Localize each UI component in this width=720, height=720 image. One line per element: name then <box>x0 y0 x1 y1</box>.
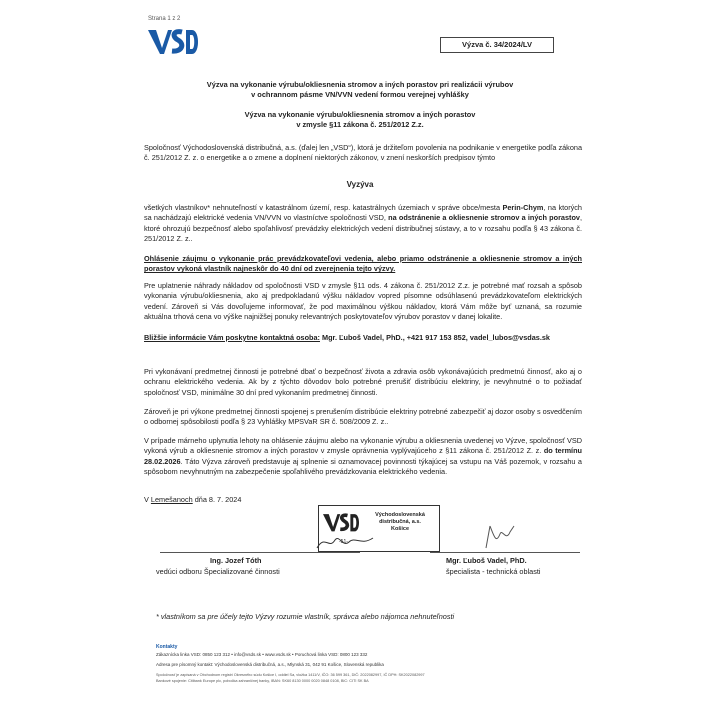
document-page <box>100 0 620 720</box>
intro-paragraph: Spoločnosť Východoslovenská distribučná, a.s. (ďalej len „VSD“), ktorá je držiteľom povolenia na podnikanie v energetike podľa zákona č. 251/2012 Z. z. o energetike a o zmene a doplnení niektorých zákonov, v znení neskorších predpisov týmto <box>144 143 582 163</box>
signatory-2-name: Mgr. Ľuboš Vadel, PhD. <box>446 556 527 565</box>
signatory-2-role: špecialista - technická oblasti <box>446 567 541 576</box>
document-title <box>120 80 600 100</box>
title-line-1: Výzva na vykonanie výrubu/okliesnenia stromov a iných porastov pri realizácii výrubov <box>206 80 514 89</box>
document-subtitle <box>120 110 600 130</box>
compensation-paragraph: Pre uplatnenie náhrady nákladov od spoločnosti VSD v zmysle §11 ods. 4 zákona č. 251/2012 Z.z. je potrebné mať rozsah a spôsob vykonania výrubu/okliesnenia, ako aj predpokladanú výšku nákladov vopred písomne odsúhlasenú prevádzkovateľom elektrických vedení. Zároveň si Vás dovoľujeme informovať, že pod maximálnou výškou nákladov, ktorá Vám môže byť uznaná, sa rozumie aktuálna trhová cena vo výške najnižšej ponuky relevantných poskytovateľov výrubov porastov v danej lokalite. <box>144 281 582 322</box>
contact-label: Bližšie informácie Vám poskytne kontaktná osoba: <box>144 333 320 342</box>
owners-text-bold: na odstránenie a okliesnenie stromov a iných porastov <box>388 213 580 223</box>
stamp-line-1: Východoslovenská <box>375 512 425 518</box>
title-line-3: Výzva na vykonanie výrubu/okliesnenia stromov a iných porastov <box>244 110 476 119</box>
dateline-suffix: dňa 8. 7. 2024 <box>192 495 242 504</box>
stamp-text <box>365 512 435 533</box>
signature-line-2 <box>430 552 580 553</box>
vyzva-heading: Vyzýva <box>346 180 374 189</box>
lapse-text-a: V prípade márneho uplynutia lehoty na ohlásenie záujmu alebo na vykonanie výrubu a okliesnenia uvedenej vo Výzve, spoločnosť VSD vykoná výrub a okliesnenie stromov a iných porastov v zmysle oprávnenia vyplývajúceho z §11 zákona č. 251/2012 Z. z. <box>144 436 582 456</box>
dateline-place: Lemešanoch <box>150 495 193 504</box>
footer-heading: Kontakty <box>156 644 178 650</box>
signature-line-1 <box>160 552 360 553</box>
dateline-prefix: V <box>144 495 151 504</box>
safety-paragraph: Pri vykonávaní predmetnej činnosti je potrebné dbať o bezpečnosť života a zdravia osôb vykonávajúcich predmetnú činnosť, ako aj o ochranu elektrického vedenia. Ak by z týchto dôvodov bolo potrebné prerušiť distribúciu elektriny, je nevyhnutné o to požiadať spoločnosť VSD, minimálne 30 dní pred vykonaním predmetnej činnosti. <box>144 367 582 397</box>
owners-paragraph <box>144 203 582 245</box>
owners-text-b: , na ktorých sa nachádzajú elektrické vedenia VN/VVN vo vlastníctve spoločnosti VSD, <box>144 203 582 223</box>
signature-vadel <box>480 522 520 552</box>
municipality-name: Perin-Chym <box>502 203 544 212</box>
signatory-1-name: Ing. Jozef Tóth <box>210 556 262 565</box>
lapse-paragraph <box>144 436 582 478</box>
page-number: Strana 1 z 2 <box>148 16 181 22</box>
contact-person: Mgr. Ľuboš Vadel, PhD., +421 917 153 852, vadel_lubos@vsdas.sk <box>319 333 550 342</box>
lapse-text-b: . Táto Výzva zároveň predstavuje aj splnenie si oznamovacej povinnosti týkajúcej sa vstupu na Váš pozemok, v rozsahu a spôsobom nevyhnutným na zabezpečenie spoľahlivého prevádzkovania elektrického vedenia. <box>144 456 582 477</box>
stamp-number: -51- <box>339 539 348 545</box>
deadline-notice: Ohlásenie záujmu o vykonanie prác prevádzkovateľovi vedenia, alebo priamo odstránenie a okliesnenie stromov a iných porastov vykoná vlastník najneskôr do 40 dní od zverejnenia tejto výzvy. <box>144 254 582 274</box>
reference-number: Výzva č. 34/2024/LV <box>440 37 554 53</box>
title-line-2: v ochrannom pásme VN/VVN vedení formou verejnej vyhlášky <box>251 90 469 99</box>
signature-toth <box>315 530 375 554</box>
owners-text-c: , ktoré ohrozujú bezpečnosť alebo spoľahlivosť prevádzky elektrických vedení distribučnej sústavy, a to v rozsahu podľa § 43 zákona č. 251/2012 Z. z.. <box>144 213 582 244</box>
footnote: * vlastníkom sa pre účely tejto Výzvy rozumie vlastník, správca alebo nájomca nehnuteľnosti <box>156 612 455 621</box>
stamp-line-3: Košice <box>390 526 410 532</box>
signatory-1-role: vedúci odboru Špecializované činnosti <box>156 567 280 576</box>
vsd-logo <box>148 26 198 56</box>
final-deadline: do termínu 28.02.2026 <box>144 446 583 466</box>
title-line-4: v zmysle §11 zákona č. 251/2012 Z.z. <box>296 120 424 129</box>
supervision-paragraph: Zároveň je pri výkone predmetnej činnosti spojenej s prerušením distribúcie elektriny potrebné zabezpečiť aj dozor osoby s osvedčením o odbornej spôsobilosti podľa § 23 Vyhlášky MPSVaR SR č. 508/2009 Z. z.. <box>144 407 582 427</box>
footer-address: Adresa pre písomný kontakt: Východoslovenská distribučná, a.s., Mlynská 31, 042 91 Košice, Slovenská republika <box>156 662 384 667</box>
footer-contacts: Zákaznícka linka VSD: 0850 123 312 • info@vsds.sk • www.vsds.sk • Poruchová linka VSD: 0800 123 332 <box>156 652 368 657</box>
contact-info <box>144 333 582 343</box>
footer-bank: Bankové spojenie: Citibank Europe plc, pobočka zahraničnej banky, IBAN: SK60 8130 0000 0020 0848 0108, BIC: CITI SK BA <box>156 679 369 683</box>
place-date <box>144 495 241 504</box>
footer-registry: Spoločnosť je zapísaná v Obchodnom registri Okresného súdu Košice I, oddiel Sa, vložka 1411/V, IČO: 36 599 361, DIČ: 2022082997, IČ DPH: SK2022082997 <box>156 673 425 677</box>
stamp-line-2: distribučná, a.s. <box>379 519 421 525</box>
owners-text-a: všetkých vlastníkov* nehnuteľností v katastrálnom území, resp. katastrálnych územiach v správe obce/mesta <box>144 203 503 212</box>
